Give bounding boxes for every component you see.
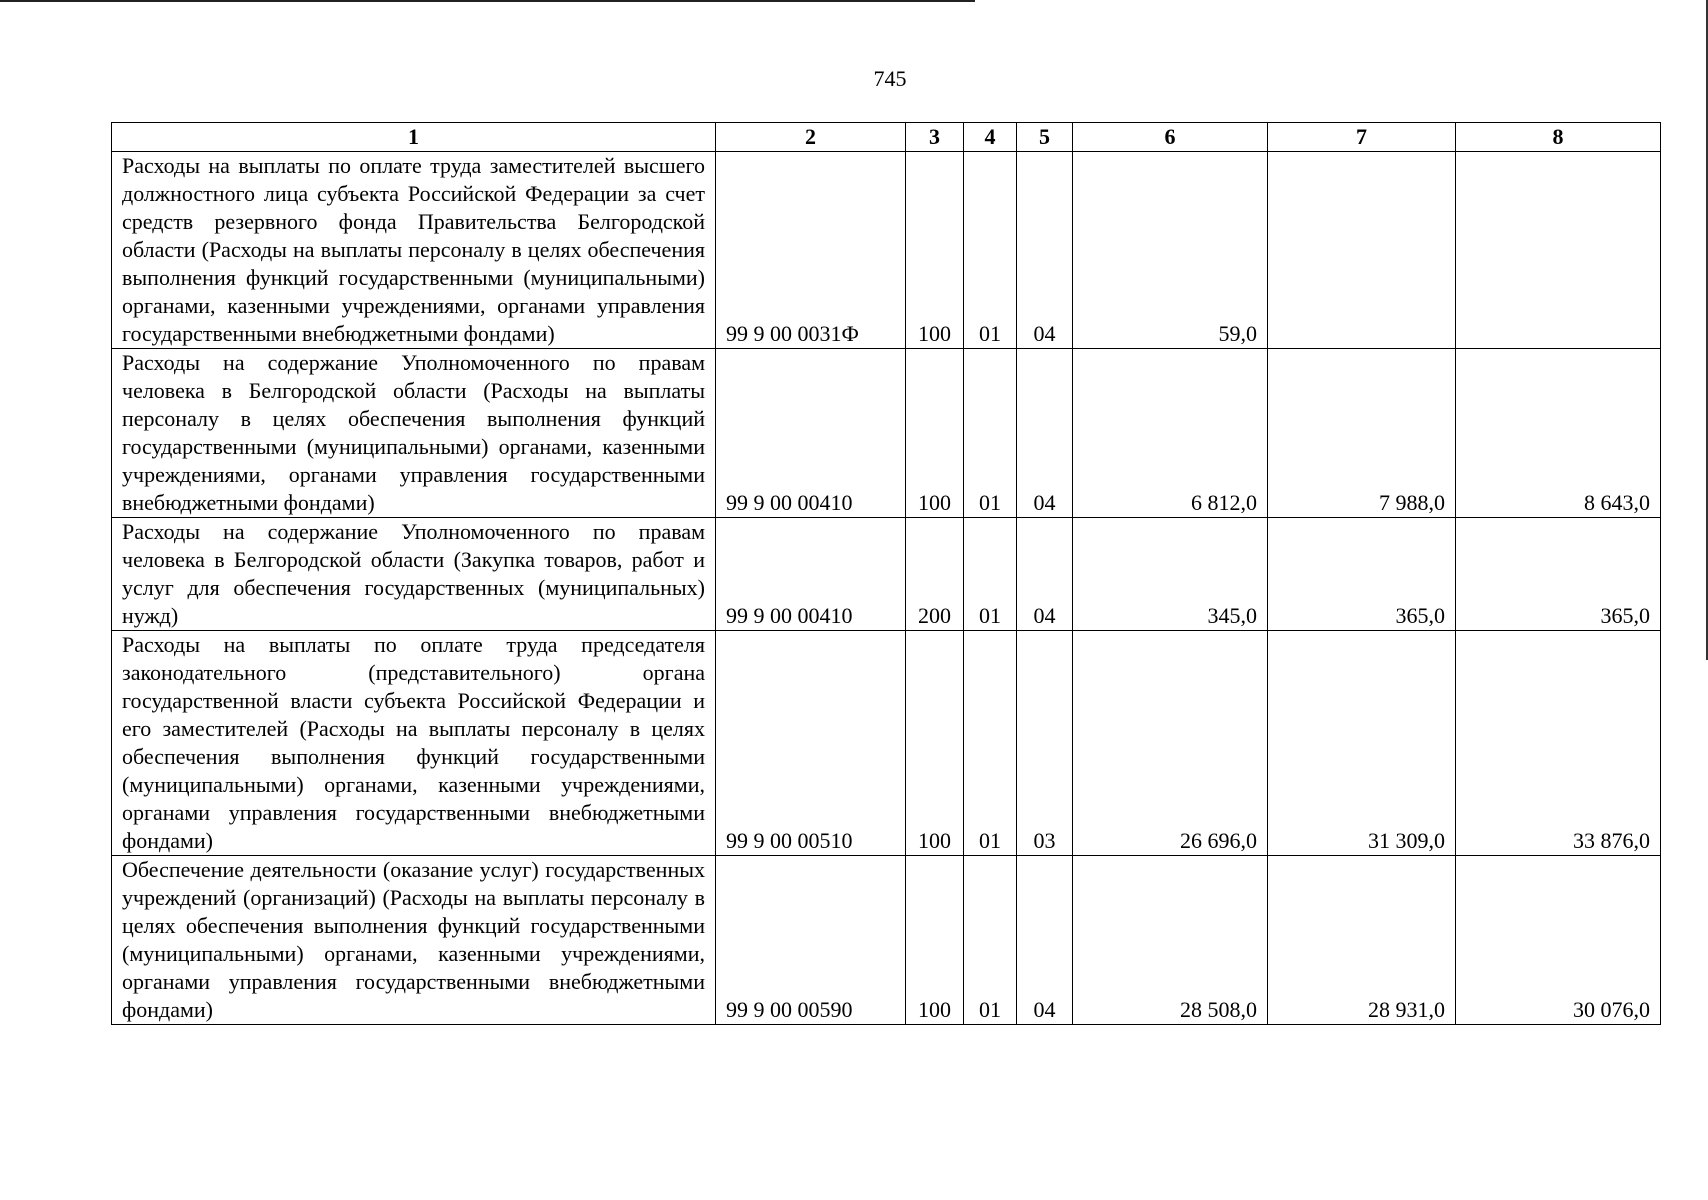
row-col-8	[1456, 152, 1661, 349]
row-col-7: 7 988,0	[1268, 349, 1456, 518]
row-col-4: 01	[964, 518, 1017, 631]
top-rule	[0, 0, 975, 2]
row-description: Расходы на выплаты по оплате труда заместителей высшего должностного лица субъекта Российской Федерации за счет средств резервного фонда Правительства Белгородской области (Расходы на выплаты персоналу в целях обеспечения выполнения функций государственными (муниципальными) органами, казенными учреждениями, органами управления государственными внебюджетными фондами)	[112, 152, 716, 349]
row-col-5: 04	[1017, 518, 1073, 631]
row-col-8: 8 643,0	[1456, 349, 1661, 518]
row-col-8: 33 876,0	[1456, 631, 1661, 856]
header-col-4: 4	[964, 123, 1017, 152]
header-col-2: 2	[716, 123, 906, 152]
header-col-1: 1	[112, 123, 716, 152]
row-col-5: 04	[1017, 856, 1073, 1025]
row-code: 99 9 00 0031Ф	[716, 152, 906, 349]
row-col-4: 01	[964, 631, 1017, 856]
header-col-8: 8	[1456, 123, 1661, 152]
page-number: 745	[873, 66, 907, 91]
row-col-4: 01	[964, 152, 1017, 349]
row-col-5: 03	[1017, 631, 1073, 856]
row-col-7: 28 931,0	[1268, 856, 1456, 1025]
row-col-6: 28 508,0	[1073, 856, 1268, 1025]
row-description: Расходы на содержание Уполномоченного по правам человека в Белгородской области (Закупка товаров, работ и услуг для обеспечения государственных (муниципальных) нужд)	[112, 518, 716, 631]
table-row	[112, 349, 1661, 518]
row-col-7	[1268, 152, 1456, 349]
header-row	[112, 123, 1661, 152]
row-col-3: 100	[906, 631, 964, 856]
row-col-7: 31 309,0	[1268, 631, 1456, 856]
row-col-8: 365,0	[1456, 518, 1661, 631]
row-code: 99 9 00 00410	[716, 349, 906, 518]
row-col-5: 04	[1017, 349, 1073, 518]
row-col-8: 30 076,0	[1456, 856, 1661, 1025]
row-col-6: 345,0	[1073, 518, 1268, 631]
table-row	[112, 518, 1661, 631]
table-row	[112, 152, 1661, 349]
header-col-5: 5	[1017, 123, 1073, 152]
row-description: Расходы на выплаты по оплате труда председателя законодательного (представительного) органа государственной власти субъекта Российской Федерации и его заместителей (Расходы на выплаты персоналу в целях обеспечения выполнения функций государственными (муниципальными) органами, казенными учреждениями, органами управления государственными внебюджетными фондами)	[112, 631, 716, 856]
row-col-7: 365,0	[1268, 518, 1456, 631]
header-col-6: 6	[1073, 123, 1268, 152]
row-col-3: 100	[906, 152, 964, 349]
table-row	[112, 856, 1661, 1025]
row-col-3: 100	[906, 349, 964, 518]
row-description: Обеспечение деятельности (оказание услуг) государственных учреждений (организаций) (Расходы на выплаты персоналу в целях обеспечения выполнения функций государственными (муниципальными) органами, казенными учреждениями, органами управления государственными внебюджетными фондами)	[112, 856, 716, 1025]
row-col-4: 01	[964, 349, 1017, 518]
row-code: 99 9 00 00510	[716, 631, 906, 856]
table-row	[112, 631, 1661, 856]
row-col-6: 6 812,0	[1073, 349, 1268, 518]
row-col-3: 200	[906, 518, 964, 631]
header-col-7: 7	[1268, 123, 1456, 152]
budget-table	[111, 122, 1661, 1025]
row-col-6: 59,0	[1073, 152, 1268, 349]
row-description: Расходы на содержание Уполномоченного по правам человека в Белгородской области (Расходы на выплаты персоналу в целях обеспечения выполнения функций государственными (муниципальными) органами, казенными учреждениями, органами управления государственными внебюджетными фондами)	[112, 349, 716, 518]
row-col-3: 100	[906, 856, 964, 1025]
header-col-3: 3	[906, 123, 964, 152]
row-col-4: 01	[964, 856, 1017, 1025]
row-col-6: 26 696,0	[1073, 631, 1268, 856]
row-code: 99 9 00 00410	[716, 518, 906, 631]
row-code: 99 9 00 00590	[716, 856, 906, 1025]
row-col-5: 04	[1017, 152, 1073, 349]
